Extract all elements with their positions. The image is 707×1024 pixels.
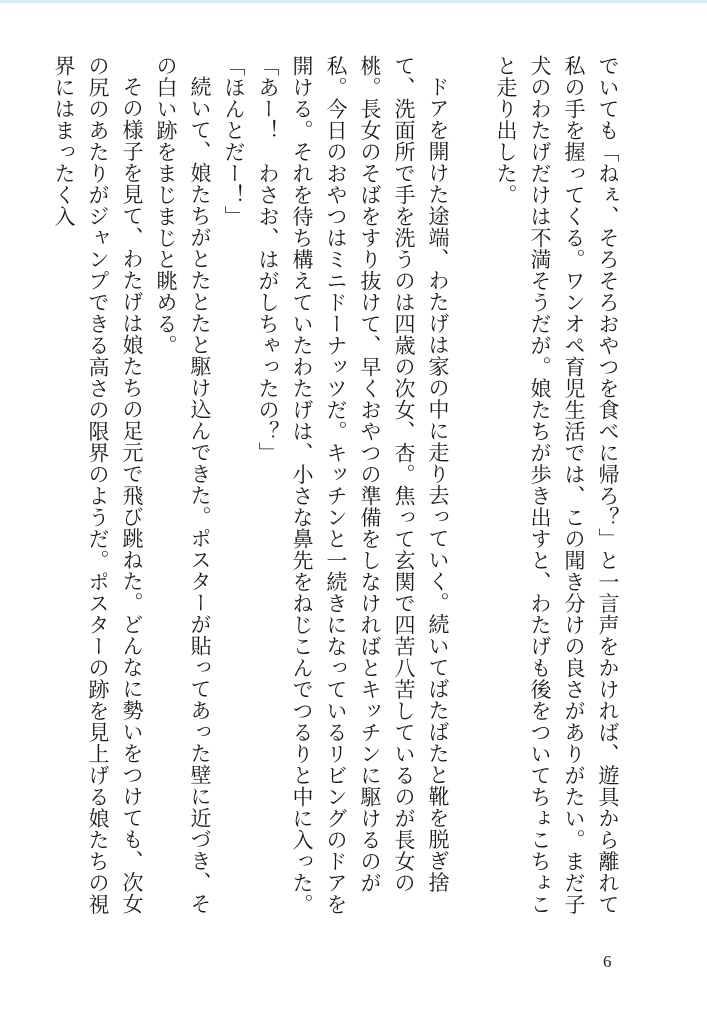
top-rule bbox=[0, 0, 707, 3]
dialogue-1: 「あー！ わさお、はがしちゃったの？」 bbox=[256, 55, 280, 464]
paragraph-4: その様子を見て、わたげは娘たちの足元で飛び跳ねた。どんなに勢いをつけても、次女の尻のあたりがジャンプできる高さの限界のようだ。ポスターの跡を見上げる娘たちの視界にはまったく入 bbox=[52, 55, 144, 915]
vertical-text-body bbox=[47, 55, 625, 915]
paragraph-2: ドアを開けた途端、わたげは家の中に走り去っていく。続いてばたばたと靴を脱ぎ捨て、洗面所で手を洗うのは四歳の次女、杏。焦って玄関で四苦八苦しているのが長女の桃。長女のそばをすり抜けて、早くおやつの準備をしなければとキッチンに駆けるのが私。今日のおやつはミニドーナッツだ。キッチンと一続きになっているリビングのドアを開ける。それを待ち構えていたわたげは、小さな鼻先をねじこんでつるりと中に入った。 bbox=[290, 55, 450, 915]
page-number: 6 bbox=[603, 952, 612, 971]
dialogue-2: 「ほんとだー！」 bbox=[222, 55, 246, 227]
paragraph-1: でいても「ねぇ、そろそろおやつを食べに帰ろ？」と一言声をかければ、遊具から離れて私の手を握ってくる。ワンオペ育児生活では、この聞き分けの良さがありがたい。まだ子犬のわたげだけは不満そうだが。娘たちが歩き出すと、わたげも後をついてちょこちょこと走り出した。 bbox=[494, 55, 620, 915]
paragraph-3: 続いて、娘たちがとたとたと駆け込んできた。ポスターが貼ってあった壁に近づき、その白い跡をまじまじと眺める。 bbox=[154, 55, 212, 915]
paragraph-blank bbox=[455, 55, 489, 915]
